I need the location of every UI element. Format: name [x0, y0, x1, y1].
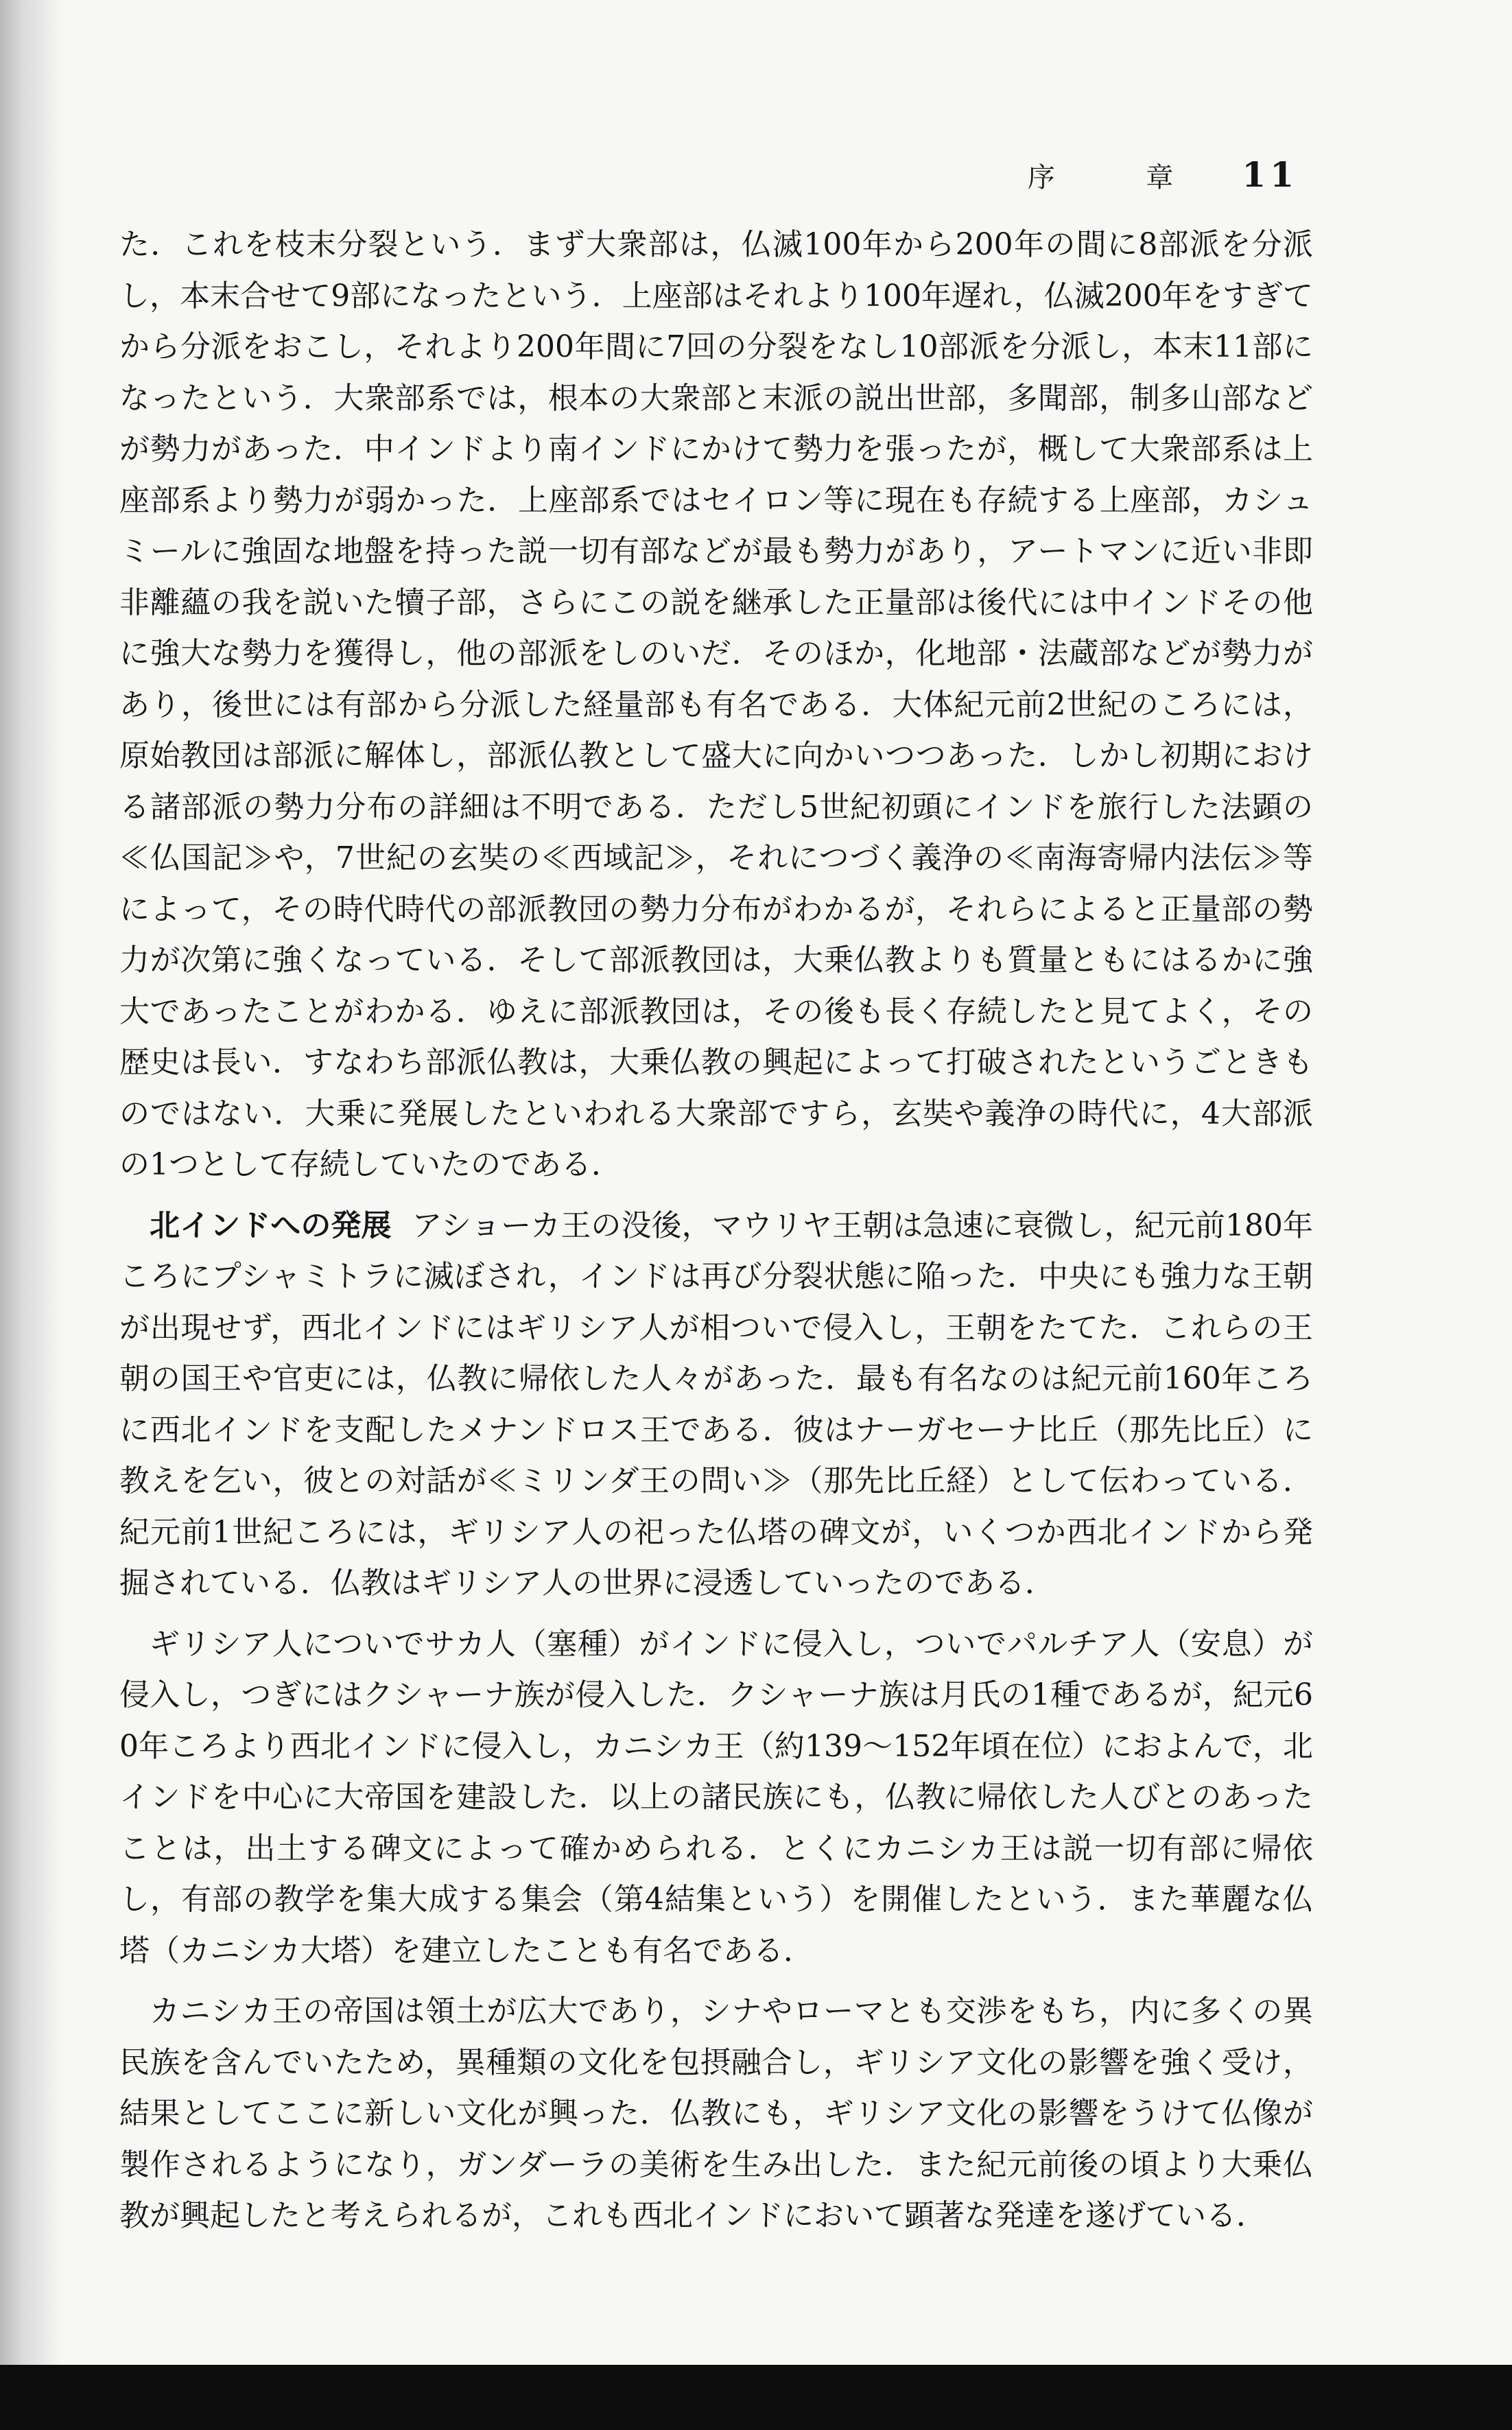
page-body — [119, 220, 1313, 2242]
paragraph-2-text: アショーカ王の没後，マウリヤ王朝は急速に衰微し，紀元前180年ころにプシャミトラに滅ぼされ，インドは再び分裂状態に陥った．中央にも強力な王朝が出現せず，西北インドにはギリシア人が相ついで侵入し，王朝をたてた．これらの王朝の国王や官吏には，仏教に帰依した人々があった．最も有名なのは紀元前160年ころに西北インドを支配したメナンドロス王である．彼はナーガセーナ比丘（那先比丘）に教えを乞い，彼との対話が≪ミリンダ王の問い≫（那先比丘経）として伝わっている．紀元前1世紀ころには，ギリシア人の祀った仏塔の碑文が，いくつか西北インドから発掘されている．仏教はギリシア人の世界に浸透していったのである． — [119, 1207, 1313, 1601]
paragraph-4: カニシカ王の帝国は領土が広大であり，シナやローマとも交渉をもち，内に多くの異民族を含んでいたため，異種類の文化を包摂融合し，ギリシア文化の影響を強く受け，結果としてここに新しい文化が興った．仏教にも，ギリシア文化の影響をうけて仏像が製作されるようになり，ガンダーラの美術を生み出した．また紀元前後の頃より大乗仏教が興起したと考えられるが，これも西北インドにおいて顕著な発達を遂げている． — [119, 1994, 1313, 2233]
paragraph-2 — [119, 1201, 1313, 1609]
chapter-title: 序 章 — [1027, 162, 1215, 193]
paragraph-3: ギリシア人についでサカ人（塞種）がインドに侵入し，ついでパルチア人（安息）が侵入し，つぎにはクシャーナ族が侵入した．クシャーナ族は月氏の1種であるが，紀元60年ころより西北インドに侵入し，カニシカ王（約139～152年頃在位）におよんで，北インドを中心に大帝国を建設した．以上の諸民族にも，仏教に帰依した人びとのあったことは，出土する碑文によって確かめられる．とくにカニシカ王は説一切有部に帰依し，有部の教学を集大成する集会（第4結集という）を開催したという．また華麗な仏塔（カニシカ大塔）を建立したことも有名である． — [119, 1626, 1313, 1968]
page-number: 11 — [1242, 154, 1298, 195]
running-header — [1028, 154, 1298, 195]
section-heading: 北インドへの発展 — [150, 1207, 392, 1243]
paragraph-1: た．これを枝末分裂という．まず大衆部は，仏滅100年から200年の間に8部派を分派し，本末合せて9部になったという．上座部はそれより100年遅れ，仏滅200年をすぎてから分派をおこし，それより200年間に7回の分裂をなし10部派を分派し，本末11部になったという．大衆部系では，根本の大衆部と末派の説出世部，多聞部，制多山部などが勢力があった．中インドより南インドにかけて勢力を張ったが，概して大衆部系は上座部系より勢力が弱かった．上座部系ではセイロン等に現在も存続する上座部，カシュミールに強固な地盤を持った説一切有部などが最も勢力があり，アートマンに近い非即非離蘊の我を説いた犢子部，さらにこの説を継承した正量部は後代には中インドその他に強大な勢力を獲得し，他の部派をしのいだ．そのほか，化地部・法蔵部などが勢力があり，後世には有部から分派した経量部も有名である．大体紀元前2世紀のころには，原始教団は部派に解体し，部派仏教として盛大に向かいつつあった．しかし初期における諸部派の勢力分布の詳細は不明である．ただし5世紀初頭にインドを旅行した法顕の≪仏国記≫や，7世紀の玄奘の≪西域記≫，それにつづく義浄の≪南海寄帰内法伝≫等によって，その時代時代の部派教団の勢力分布がわかるが，それらによると正量部の勢力が次第に強くなっている．そして部派教団は，大乗仏教よりも質量ともにはるかに強大であったことがわかる．ゆえに部派教団は，その後も長く存続したと見てよく，その歴史は長い．すなわち部派仏教は，大乗仏教の興起によって打破されたというごときものではない．大乗に発展したといわれる大衆部ですら，玄奘や義浄の時代に，4大部派の1つとして存続していたのである． — [119, 227, 1313, 1182]
scan-edge-shadow — [0, 0, 62, 2430]
scan-bottom-edge — [0, 2365, 1512, 2430]
